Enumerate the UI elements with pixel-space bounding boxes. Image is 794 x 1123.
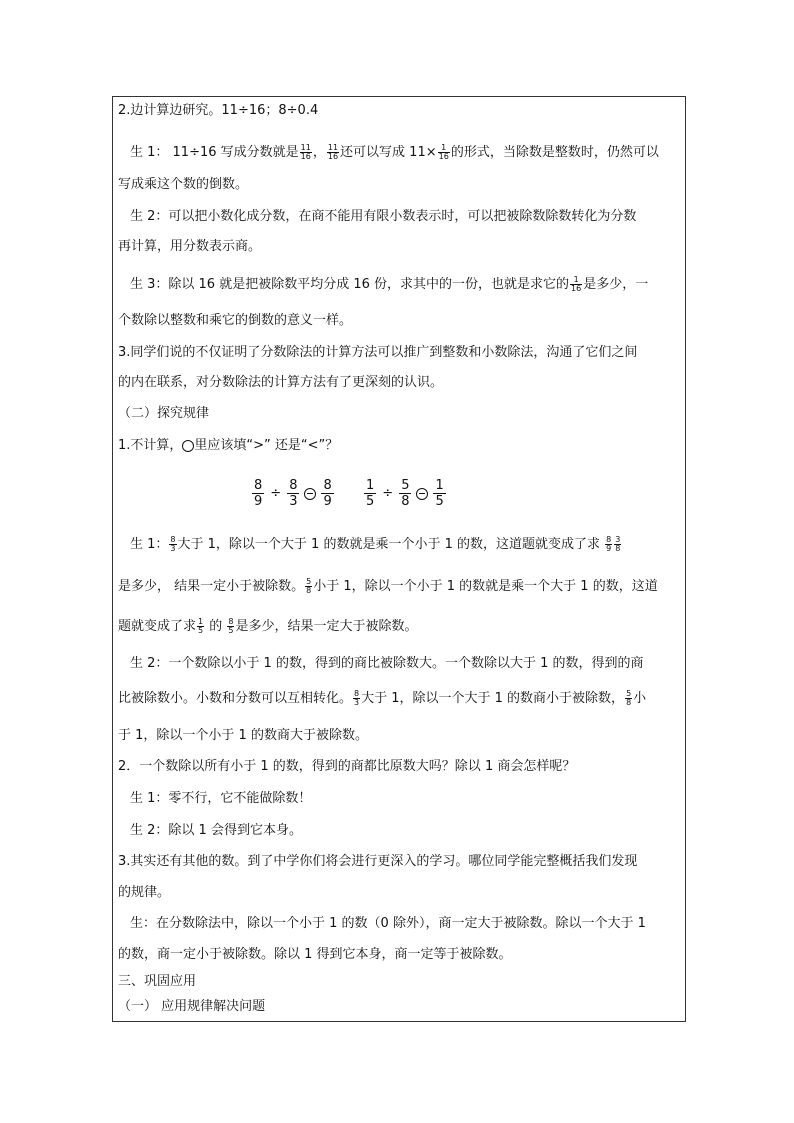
fraction: $\frac{8}{5}$	[228, 617, 234, 635]
comparison-expression-1: $\frac{8}{9}$ ÷ $\frac{8}{3}$ $\frac{8}{9}$	[254, 478, 332, 509]
fraction: $\frac{11}{16}$	[300, 143, 311, 161]
subsection-heading: （一） 应用规律解决问题	[118, 999, 266, 1014]
fraction: $\frac{1}{5}$	[198, 617, 204, 635]
fraction: $\frac{1}{16}$	[571, 275, 582, 293]
answer-3-line-1: 生 3：除以 16 就是把被除数平均分成 16 份，求其中的一份，也就是求它的 $\frac{1}{16}$ 是多少，一	[130, 275, 649, 293]
circle-icon	[182, 440, 194, 452]
answer-2-line-1: 生 2：可以把小数化成分数，在商不能用有限小数表示时，可以把被除数除数转化为分数	[130, 209, 637, 224]
item-3-line-1: 3.同学们说的不仅证明了分数除法的计算方法可以推广到整数和小数除法，沟通了它们之间	[118, 345, 638, 360]
fraction: $\frac{3}{8}$	[615, 535, 621, 553]
reply-2-line-1: 生 2：一个数除以小于 1 的数，得到的商比被除数大。一个数除以大于 1 的数，得到的商	[130, 656, 644, 671]
fraction: $\frac{5}{8}$	[306, 577, 312, 595]
fraction: $\frac{5}{8}$	[401, 478, 410, 509]
fraction: $\frac{8}{3}$	[354, 689, 360, 707]
content-frame	[112, 96, 686, 1022]
answer-2-line-2: 再计算，用分数表示商。	[118, 239, 262, 254]
answer-3-line-2: 个数除以整数和乘它的倒数的意义一样。	[118, 313, 353, 328]
answer-1-line-1: 生 1： 11÷16 写成分数就是 $\frac{11}{16}$ ， $\frac{11}{16}$ 还可以写成 11× $\frac{1}{16}$ 的形式，当除数是整数时，仍然可以	[130, 143, 659, 161]
reply-1-line-2: 是多少， 结果一定小于被除数。 $\frac{5}{8}$ 小于 1，除以一个小于 1 的数就是乘一个大于 1 的数，这道	[118, 577, 658, 595]
item-2: 2.边计算边研究。11÷16；8÷0.4	[118, 103, 319, 118]
comparison-expression-2: $\frac{1}{5}$ ÷ $\frac{5}{8}$ $\frac{1}{5}$	[366, 478, 444, 509]
reply-2-line-3: 于 1，除以一个小于 1 的数商大于被除数。	[118, 728, 368, 743]
fraction: $\frac{8}{3}$	[289, 478, 298, 509]
reply-1-line-1: 生 1： $\frac{8}{3}$ 大于 1，除以一个大于 1 的数就是乘一个小于 1 的数，这道题就变成了求 $\frac{8}{9}$ $\frac{3}{8}$	[130, 535, 621, 553]
fraction: $\frac{8}{9}$	[323, 478, 332, 509]
fraction: $\frac{11}{16}$	[327, 143, 339, 161]
fraction: $\frac{1}{5}$	[435, 478, 444, 509]
question-3-line-1: 3.其实还有其他的数。到了中学你们将会进行更深入的学习。哪位同学能完整概括我们发现	[118, 854, 638, 869]
fraction: $\frac{8}{9}$	[254, 478, 263, 509]
summary-line-2: 的数，商一定小于被除数。除以 1 得到它本身，商一定等于被除数。	[118, 947, 512, 962]
section-heading: （二）探究规律	[118, 406, 210, 421]
reply-1-line-3: 题就变成了求 $\frac{1}{5}$ 的 $\frac{8}{5}$ 是多少，结果一定大于被除数。	[118, 617, 418, 635]
fraction: $\frac{1}{16}$	[438, 143, 449, 161]
fraction: $\frac{1}{5}$	[366, 478, 375, 509]
reply-2-line-2: 比被除数小。小数和分数可以互相转化。 $\frac{8}{3}$ 大于 1，除以一个大于 1 的数商小于被除数， $\frac{5}{8}$ 小	[118, 689, 647, 707]
fraction: $\frac{8}{3}$	[170, 535, 176, 553]
fraction: $\frac{8}{9}$	[606, 535, 612, 553]
summary-line-1: 生：在分数除法中，除以一个小于 1 的数（0 除外），商一定大于被除数。除以一个大于 1	[130, 916, 646, 931]
reply-4: 生 2：除以 1 会得到它本身。	[130, 823, 302, 838]
circle-icon[interactable]	[416, 488, 428, 500]
question-2: 2．一个数除以所有小于 1 的数，得到的商都比原数大吗？除以 1 商会怎样呢？	[118, 759, 576, 774]
reply-3: 生 1：零不行，它不能做除数！	[130, 791, 312, 806]
question-1: 1.不计算， 里应该填“>” 还是“<”？	[118, 438, 339, 453]
answer-1-line-2: 写成乘这个数的倒数。	[118, 177, 249, 192]
item-3-line-2: 的内在联系，对分数除法的计算方法有了更深刻的认识。	[118, 375, 444, 390]
section-three-heading: 三、巩固应用	[118, 974, 197, 989]
circle-icon[interactable]	[304, 488, 316, 500]
fraction: $\frac{5}{8}$	[626, 689, 632, 707]
question-3-line-2: 的规律。	[118, 885, 171, 900]
